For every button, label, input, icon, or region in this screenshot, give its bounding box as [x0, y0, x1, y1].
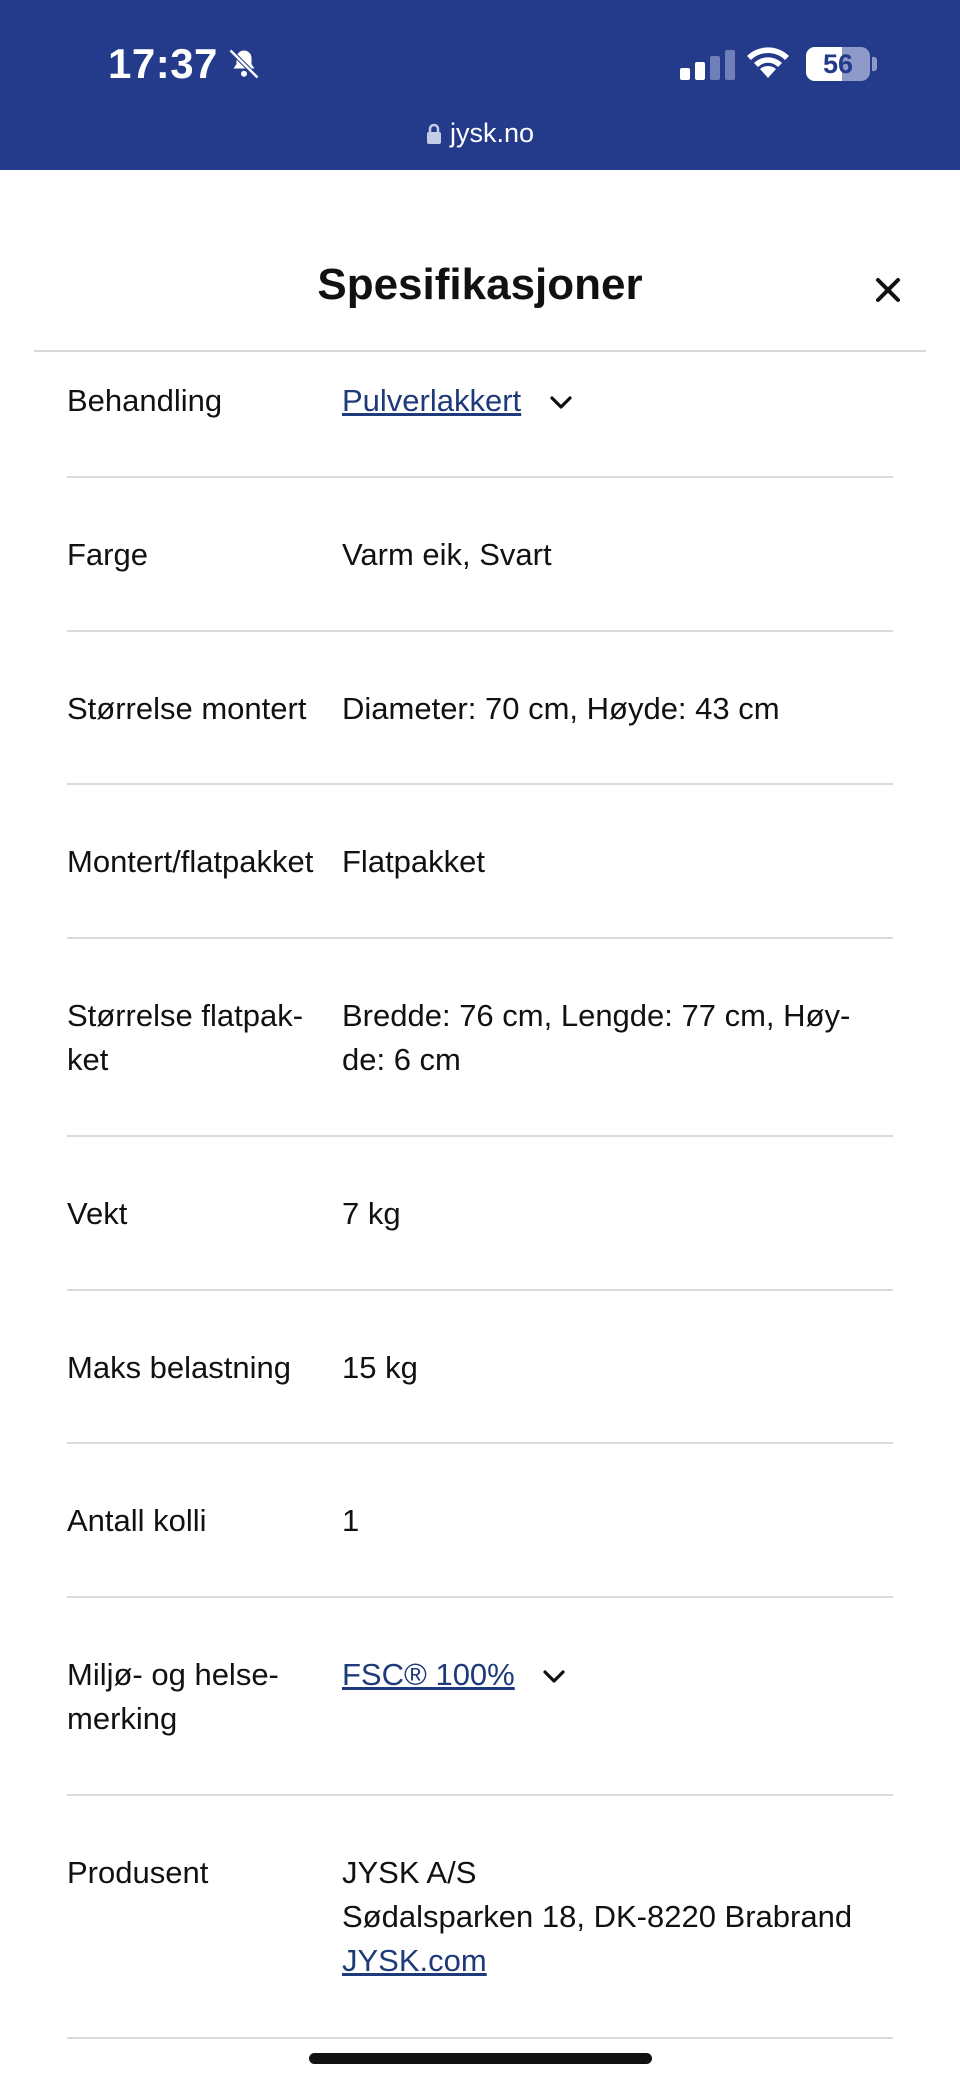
spec-label: Størrelse montert	[67, 691, 307, 726]
cellular-signal-icon	[680, 50, 735, 80]
battery-level: 56	[822, 48, 854, 79]
spec-value: Flatpakket	[342, 844, 486, 879]
address-bar[interactable]	[0, 118, 960, 149]
spec-value: Varm eik, Svart	[342, 537, 552, 572]
clock	[108, 40, 262, 88]
spec-table	[67, 352, 893, 2039]
lock-icon	[426, 123, 442, 145]
spec-label: Maks belastning	[67, 1350, 292, 1385]
fsc-link[interactable]: FSC® 100%	[342, 1657, 515, 1692]
spec-row-produsent	[67, 1796, 893, 2039]
spec-value: 1	[342, 1503, 360, 1538]
spec-value: Diameter: 70 cm, Høyde: 43 cm	[342, 691, 780, 726]
spec-row-storrelse-montert	[67, 632, 893, 785]
spec-row-behandling	[67, 352, 893, 478]
bell-slash-icon	[226, 46, 262, 82]
spec-row-montert-flatpakket	[67, 785, 893, 939]
status-bar	[0, 0, 960, 170]
spec-row-miljo-merking	[67, 1598, 893, 1796]
sheet-header	[0, 170, 960, 350]
spec-row-antall-kolli	[67, 1444, 893, 1598]
wifi-icon	[745, 46, 791, 80]
chevron-down-icon[interactable]	[550, 396, 572, 410]
url-text: jysk.no	[449, 118, 535, 148]
battery-icon	[806, 47, 870, 81]
manufacturer-address: Sødalsparken 18, DK-8220 Brabrand	[342, 1899, 853, 1934]
behandling-link[interactable]: Pulverlakkert	[342, 383, 522, 418]
spec-label: Behandling	[67, 383, 223, 418]
spec-value	[342, 1851, 893, 1983]
spec-value: 7 kg	[342, 1196, 401, 1231]
spec-label: Montert/flatpakket	[67, 844, 314, 879]
spec-value: 15 kg	[342, 1350, 418, 1385]
spec-label: Miljø- og helse- merking	[67, 1657, 279, 1736]
spec-label: Antall kolli	[67, 1503, 207, 1538]
home-indicator[interactable]	[309, 2053, 652, 2064]
spec-label: Farge	[67, 537, 148, 572]
manufacturer-website-link[interactable]: JYSK.com	[342, 1943, 487, 1978]
page-title: Spesifikasjoner	[317, 260, 643, 309]
spec-row-maks-belastning	[67, 1291, 893, 1444]
clock-time: 17:37	[108, 40, 218, 87]
close-icon[interactable]	[868, 270, 908, 310]
battery-tip	[872, 57, 877, 71]
spec-value: Bredde: 76 cm, Lengde: 77 cm, Høy- de: 6 cm	[342, 998, 851, 1077]
manufacturer-name: JYSK A/S	[342, 1855, 477, 1890]
chevron-down-icon[interactable]	[543, 1670, 565, 1684]
spec-value	[342, 379, 893, 423]
spec-value	[342, 1653, 893, 1697]
spec-row-farge	[67, 478, 893, 632]
spec-label: Produsent	[67, 1855, 209, 1890]
spec-label: Vekt	[67, 1196, 128, 1231]
spec-row-vekt	[67, 1137, 893, 1291]
spec-label: Størrelse flatpak- ket	[67, 998, 304, 1077]
spec-row-storrelse-flatpakket	[67, 939, 893, 1137]
